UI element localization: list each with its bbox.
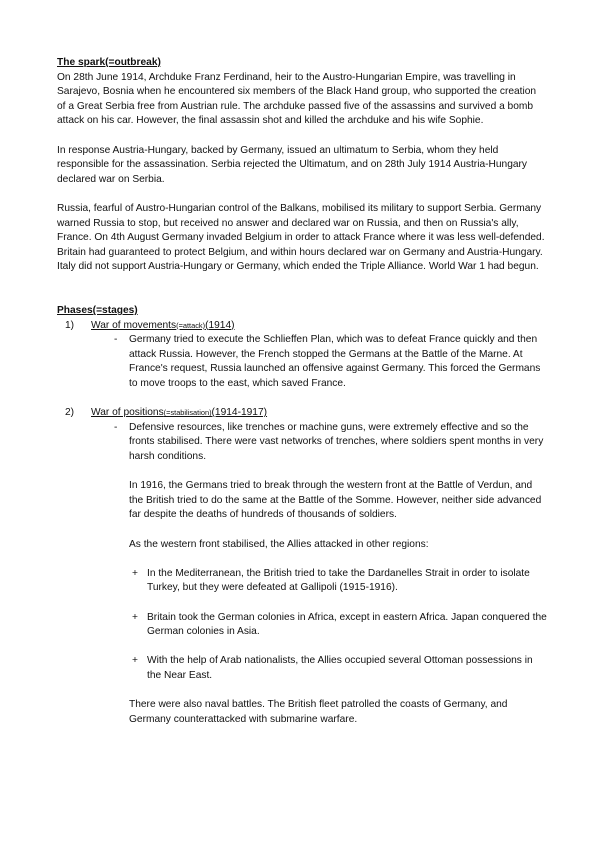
dash-marker: -: [114, 334, 118, 346]
plus-marker: +: [132, 655, 138, 667]
phase-1: [57, 319, 547, 334]
spark-heading: The spark(=outbreak): [57, 57, 161, 68]
plus-item-text: With the help of Arab nationalists, the Allies occupied several Ottoman possessions in the Near East.: [147, 655, 533, 681]
plus-item-mediterranean: [57, 567, 547, 596]
spark-paragraph-3: Russia, fearful of Austro-Hungarian control of the Balkans, mobilised its military to support Serbia. Germany warned Russia to stop, but received no answer and declared war on Russia, and then on Russia's ally, France. On 4th August Germany invaded Belgium in order to attack France where it was less well-defended. Britain had guaranteed to protect Belgium, and within hours declared war on Germany and Austria-Hungary. Italy did not support Austria-Hungary or Germany, which ended the Triple Alliance. World War 1 had begun.: [57, 202, 545, 273]
naval-paragraph: There were also naval battles. The British fleet patrolled the coasts of Germany, and Germany counterattacked with submarine warfare.: [129, 699, 508, 725]
plus-item-africa: [57, 611, 547, 640]
phase-2-bullet-text: Defensive resources, like trenches or machine guns, were extremely effective and so the fronts stabilised. There were vast networks of trenches, where soldiers spent months in very harsh conditions.: [129, 421, 544, 463]
document-page: [57, 56, 547, 727]
phase-2: [57, 406, 547, 421]
phase-1-bullet: [57, 333, 547, 391]
spark-paragraph-2: In response Austria-Hungary, backed by Germany, issued an ultimatum to Serbia, whom they held responsible for the assassination. Serbia rejected the Ultimatum, and on 28th July 1914 Austria-Hungary declared war on Serbia.: [57, 144, 528, 185]
phase-1-title: War of movements(=attack)(1914): [91, 319, 235, 331]
phase-2-number: 2): [65, 407, 75, 419]
allies-paragraph: As the western front stabilised, the Allies attacked in other regions:: [129, 538, 429, 550]
phases-heading: Phases(=stages): [57, 305, 138, 317]
dash-marker: -: [114, 421, 118, 433]
plus-item-text: Britain took the German colonies in Africa, except in eastern Africa. Japan conquered the German colonies in Asia.: [147, 611, 547, 638]
spark-paragraph-1: On 28th June 1914, Archduke Franz Ferdinand, heir to the Austro-Hungarian Empire, was travelling in Sarajevo, Bosnia when he encountered six members of the Black Hand group, who supported the creation of a Great Serbia free from Austrian rule. The archduke passed five of the assassins and survived a bomb attack on his car. However, the final assassin shot and killed the archduke and his wife Sophie.: [57, 71, 537, 127]
verdun-paragraph: In 1916, the Germans tried to break through the western front at the Battle of Verdun, and the British tried to do the same at the Battle of the Somme. However, neither side advanced far despite the deaths of hundreds of thousands of soldiers.: [129, 480, 542, 521]
phase-2-bullet: [57, 421, 547, 465]
phase-2-title: War of positions(=stabilisation)(1914-1917): [91, 407, 268, 419]
phase-1-number: 1): [65, 319, 75, 331]
plus-item-near-east: [57, 654, 547, 683]
plus-marker: +: [132, 611, 138, 623]
plus-marker: +: [132, 567, 138, 579]
plus-item-text: In the Mediterranean, the British tried to take the Dardanelles Strait in order to isolate Turkey, but they were defeated at Gallipoli (1915-1916).: [147, 567, 530, 594]
phase-1-bullet-text: Germany tried to execute the Schlieffen Plan, which was to defeat France quickly and then attack Russia. However, the French stopped the Germans at the Battle of the Marne. At France's request, Russia launched an offensive against Germany. This forced the Germans to move troops to the east, which saved France.: [129, 334, 541, 390]
